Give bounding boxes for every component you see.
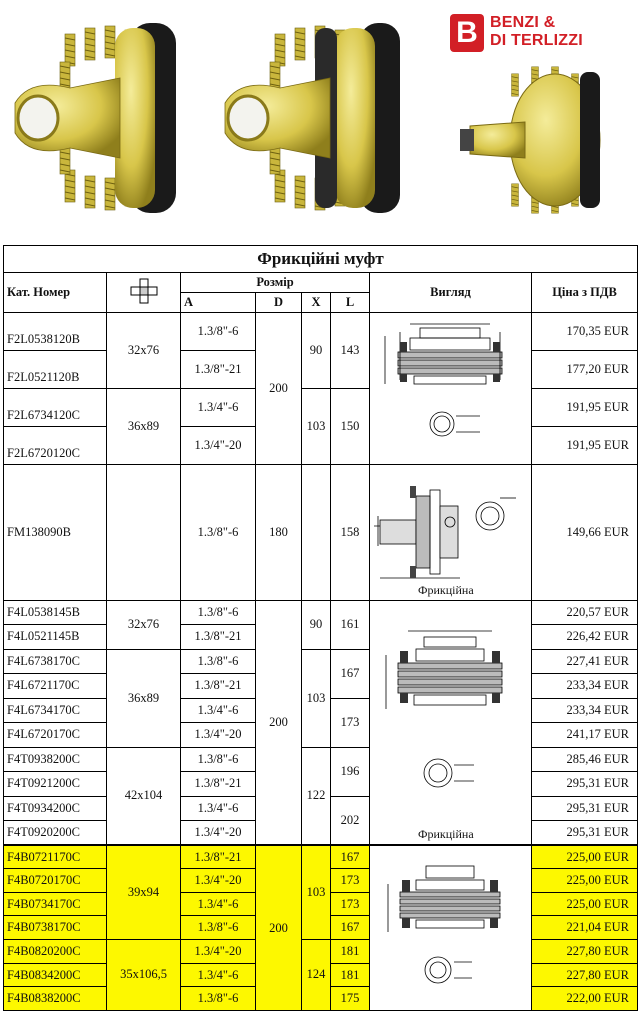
dim-l: 167	[331, 845, 370, 869]
brand-name-line2: DI TERLIZZI	[490, 32, 583, 49]
dim-l: 181	[331, 963, 370, 987]
header-x: X	[302, 293, 331, 313]
spline-a: 1.3/4"-6	[181, 698, 256, 723]
price: 225,00 EUR	[532, 892, 638, 916]
dim-l: 167	[331, 916, 370, 940]
clutch-photo-2	[225, 23, 400, 213]
spline-a: 1.3/8"-6	[181, 916, 256, 940]
price: 220,57 EUR	[532, 600, 638, 625]
dim-l: 202	[331, 796, 370, 845]
cat-number: F4L6738170C	[4, 649, 107, 674]
dim-l: 173	[331, 698, 370, 747]
dim-l: 196	[331, 747, 370, 796]
drawing-2-plate	[370, 313, 532, 464]
spline-a: 1.3/4"-20	[181, 723, 256, 748]
dim-l: 175	[331, 987, 370, 1011]
spline-a: 1.3/4"-20	[181, 426, 256, 464]
spline-a: 1.3/8"-6	[181, 313, 256, 351]
cat-number: F4L6734170C	[4, 698, 107, 723]
spline-a: 1.3/8"-21	[181, 845, 256, 869]
spline-a: 1.3/8"-6	[181, 464, 256, 600]
dim-x: 103	[302, 649, 331, 747]
header-l: L	[331, 293, 370, 313]
cross-size: 32x76	[107, 313, 181, 389]
dim-l: 173	[331, 869, 370, 893]
header-price: Ціна з ПДВ	[532, 272, 638, 313]
spline-a: 1.3/8"-21	[181, 351, 256, 389]
table-row	[4, 649, 638, 674]
price: 226,42 EUR	[532, 625, 638, 650]
price: 222,00 EUR	[532, 987, 638, 1011]
header-size: Розмір	[181, 272, 370, 292]
spline-a: 1.3/4"-6	[181, 892, 256, 916]
spline-a: 1.3/8"-6	[181, 987, 256, 1011]
price: 241,17 EUR	[532, 723, 638, 748]
price: 295,31 EUR	[532, 821, 638, 846]
price-table	[3, 245, 637, 1011]
cat-number: F4B0838200C	[4, 987, 107, 1011]
cross-size: 35x106,5	[107, 939, 181, 1010]
dim-d: 200	[256, 845, 302, 1010]
dim-d: 200	[256, 600, 302, 845]
dim-l: 150	[331, 389, 370, 465]
price: 227,80 EUR	[532, 939, 638, 963]
spline-a: 1.3/4"-20	[181, 939, 256, 963]
spline-a: 1.3/8"-6	[181, 747, 256, 772]
price: 149,66 EUR	[532, 464, 638, 600]
table-row	[4, 600, 638, 625]
price: 191,95 EUR	[532, 426, 638, 464]
price: 227,80 EUR	[532, 963, 638, 987]
cat-number: F4B0820200C	[4, 939, 107, 963]
spline-a: 1.3/4"-6	[181, 963, 256, 987]
price: 225,00 EUR	[532, 845, 638, 869]
cat-number: F4T0938200C	[4, 747, 107, 772]
price: 233,34 EUR	[532, 674, 638, 699]
cat-number: FM138090B	[4, 464, 107, 600]
dim-x: 90	[302, 313, 331, 389]
cat-number: F4B0834200C	[4, 963, 107, 987]
cat-number: F4T0920200C	[4, 821, 107, 846]
brand-logo	[450, 12, 610, 56]
cross-size: 36x89	[107, 389, 181, 465]
spline-a: 1.3/8"-21	[181, 674, 256, 699]
dim-x: 103	[302, 389, 331, 465]
cat-number: F4L0521145B	[4, 625, 107, 650]
drawing-fm	[370, 464, 532, 600]
dim-l: 181	[331, 939, 370, 963]
table-row	[4, 747, 638, 772]
dim-d: 200	[256, 313, 302, 464]
spline-a: 1.3/8"-6	[181, 649, 256, 674]
spline-a: 1.3/8"-6	[181, 600, 256, 625]
price: 285,46 EUR	[532, 747, 638, 772]
spline-a: 1.3/8"-21	[181, 772, 256, 797]
table-row	[4, 389, 638, 427]
brand-ampersand: &	[543, 14, 556, 31]
dim-x: 103	[302, 845, 331, 939]
clutch-4plate-b-drawing-icon	[370, 848, 530, 1008]
cat-number: F4B0734170C	[4, 892, 107, 916]
clutch-drawing-icon	[370, 316, 530, 462]
price: 295,31 EUR	[532, 772, 638, 797]
cat-number: F2L6720120C	[4, 426, 107, 464]
cat-number: F2L0538120B	[4, 313, 107, 351]
cross-joint-icon	[107, 272, 181, 313]
header-view: Вигляд	[370, 272, 532, 313]
cross-size: 39x94	[107, 845, 181, 939]
clutch-side-drawing-icon	[370, 476, 530, 588]
dim-l: 158	[331, 464, 370, 600]
cross-size: 36x89	[107, 649, 181, 747]
drawing-4-plate	[370, 600, 532, 845]
header-cat: Кат. Номер	[4, 272, 107, 313]
drawing-caption: Фрикційна	[418, 827, 474, 842]
clutch-photo-3	[460, 67, 600, 213]
price: 177,20 EUR	[532, 351, 638, 389]
cross-size: 32x76	[107, 600, 181, 649]
cross-size: 42x104	[107, 747, 181, 845]
dim-l: 161	[331, 600, 370, 649]
cat-number: F4L0538145B	[4, 600, 107, 625]
cat-number: F4L6721170C	[4, 674, 107, 699]
dim-x: 124	[302, 939, 331, 1010]
dim-d: 180	[256, 464, 302, 600]
dim-x: 90	[302, 600, 331, 649]
clutch-4plate-drawing-icon	[370, 615, 530, 830]
spline-a: 1.3/4"-20	[181, 869, 256, 893]
table-row	[4, 845, 638, 869]
clutch-photo-1	[15, 23, 176, 213]
drawing-caption: Фрикційна	[418, 582, 474, 597]
cat-number: F4B0720170C	[4, 869, 107, 893]
cat-number: F4T0921200C	[4, 772, 107, 797]
header-a: A	[181, 293, 256, 313]
drawing-4-plate-b	[370, 845, 532, 1010]
table-row	[4, 313, 638, 351]
spline-a: 1.3/4"-6	[181, 389, 256, 427]
dim-l: 167	[331, 649, 370, 698]
cat-number: F2L6734120C	[4, 389, 107, 427]
header-d: D	[256, 293, 302, 313]
price: 191,95 EUR	[532, 389, 638, 427]
price: 225,00 EUR	[532, 869, 638, 893]
spline-a: 1.3/4"-20	[181, 821, 256, 846]
cat-number: F4T0934200C	[4, 796, 107, 821]
table-title: Фрикційні муфт	[4, 246, 638, 273]
cat-number: F4B0721170C	[4, 845, 107, 869]
cat-number: F4L6720170C	[4, 723, 107, 748]
table-row	[4, 464, 638, 600]
cat-number: F2L0521120B	[4, 351, 107, 389]
price: 227,41 EUR	[532, 649, 638, 674]
dim-l: 143	[331, 313, 370, 389]
spline-a: 1.3/4"-6	[181, 796, 256, 821]
price: 233,34 EUR	[532, 698, 638, 723]
price: 295,31 EUR	[532, 796, 638, 821]
price: 170,35 EUR	[532, 313, 638, 351]
brand-mark: B	[450, 14, 484, 52]
dim-x: 122	[302, 747, 331, 845]
table-row	[4, 939, 638, 963]
dim-l: 173	[331, 892, 370, 916]
spline-a: 1.3/8"-21	[181, 625, 256, 650]
brand-name-line1: BENZI	[490, 14, 539, 31]
cat-number: F4B0738170C	[4, 916, 107, 940]
price: 221,04 EUR	[532, 916, 638, 940]
